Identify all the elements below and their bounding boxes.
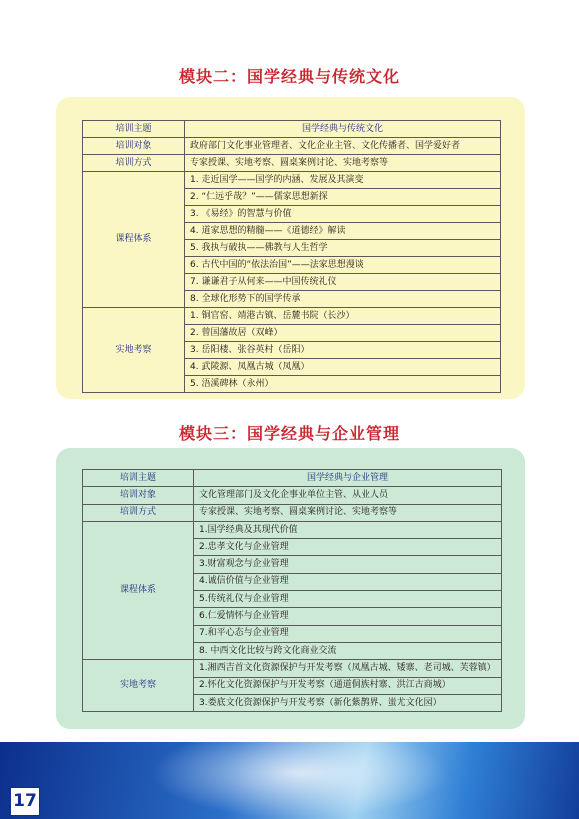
table-row [83,121,501,138]
module2-title: 模块二：国学经典与传统文化 [178,67,400,86]
curriculum-item: 4.诚信价值与企业管理 [194,573,502,590]
module2-panel [56,97,525,399]
table-row [83,660,502,677]
field-label: 实地考察 [83,308,185,393]
curriculum-item: 4. 道家思想的精髓——《道德经》解读 [185,223,501,240]
topic-value: 国学经典与企业管理 [194,470,502,487]
table-row [83,138,501,155]
topic-value: 国学经典与传统文化 [185,121,501,138]
table-row [83,172,501,189]
module3-table [82,469,502,712]
curriculum-item: 8. 中西文化比较与跨文化商业交流 [194,642,502,659]
field-item: 3.娄底文化资源保护与开发考察（新化紫鹊界、蚩尤文化园） [194,694,502,711]
curriculum-item: 1.国学经典及其现代价值 [194,521,502,538]
table-row [83,487,502,504]
curriculum-item: 8. 全球化形势下的国学传承 [185,291,501,308]
field-item: 1. 铜官窑、靖港古镇、岳麓书院（长沙） [185,308,501,325]
field-item: 1.湘西吉首文化资源保护与开发考察（凤凰古城、矮寨、老司城、芙蓉镇） [194,660,502,677]
module2-table [82,120,501,393]
topic-label: 培训主题 [83,470,194,487]
curriculum-item: 1. 走近国学——国学的内涵、发展及其演变 [185,172,501,189]
field-item: 4. 武陵源、凤凰古城（凤凰） [185,359,501,376]
field-item: 2.怀化文化资源保护与开发考察（通道侗族村寨、洪江古商城） [194,677,502,694]
table-row [83,308,501,325]
curriculum-item: 5. 我执与破执——佛教与人生哲学 [185,240,501,257]
curriculum-label: 课程体系 [83,172,185,308]
curriculum-item: 6.仁爱情怀与企业管理 [194,608,502,625]
curriculum-label: 课程体系 [83,521,194,659]
footer-glow [150,742,450,819]
curriculum-item: 3.财富观念与企业管理 [194,556,502,573]
field-label: 实地考察 [83,660,194,712]
page-number: 17 [10,787,40,816]
curriculum-item: 3. 《易经》的智慧与价值 [185,206,501,223]
curriculum-item: 7. 谦谦君子从何来——中国传统礼仪 [185,274,501,291]
table-row [83,504,502,521]
table-row [83,155,501,172]
curriculum-item: 5.传统礼仪与企业管理 [194,591,502,608]
audience-label: 培训对象 [83,138,185,155]
audience-label: 培训对象 [83,487,194,504]
method-value: 专家授课、实地考察、圆桌案例讨论、实地考察等 [194,504,502,521]
method-label: 培训方式 [83,155,185,172]
module3-title: 模块三：国学经典与企业管理 [178,424,400,443]
audience-value: 文化管理部门及文化企事业单位主管、从业人员 [194,487,502,504]
topic-label: 培训主题 [83,121,185,138]
method-value: 专家授课、实地考察、圆桌案例讨论、实地考察等 [185,155,501,172]
field-item: 3. 岳阳楼、张谷英村（岳阳） [185,342,501,359]
audience-value: 政府部门文化事业管理者、文化企业主管、文化传播者、国学爱好者 [185,138,501,155]
method-label: 培训方式 [83,504,194,521]
module3-panel [56,448,525,729]
curriculum-item: 2. “仁远乎哉？”——儒家思想新探 [185,189,501,206]
field-item: 2. 曾国藩故居（双峰） [185,325,501,342]
curriculum-item: 2.忠孝文化与企业管理 [194,539,502,556]
curriculum-item: 7.和平心态与企业管理 [194,625,502,642]
curriculum-item: 6. 古代中国的“依法治国”——法家思想漫谈 [185,257,501,274]
table-row [83,521,502,538]
field-item: 5. 浯溪碑林（永州） [185,376,501,393]
table-row [83,470,502,487]
